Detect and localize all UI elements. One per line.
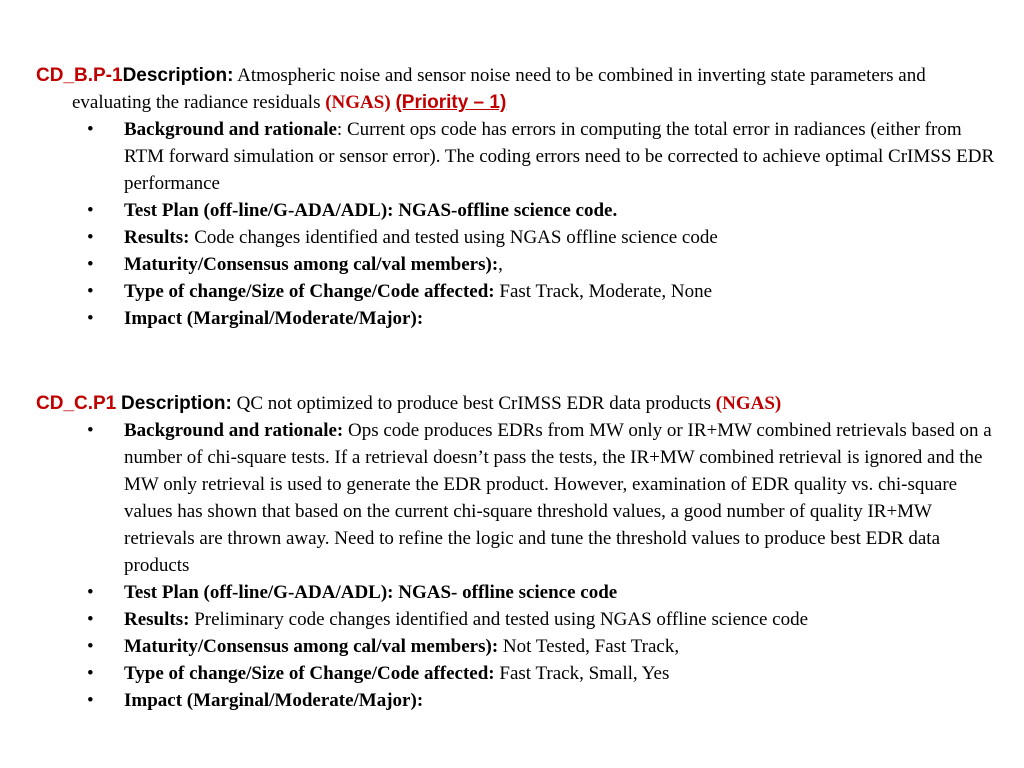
bullet-text: Fast Track, Small, Yes (494, 663, 670, 684)
bullet-label: Type of change/Size of Change/Code affected: (124, 281, 495, 302)
item-code: CD_B.P-1 (36, 65, 123, 86)
bullet-impact (36, 305, 1006, 332)
item-code: CD_C.P1 (36, 393, 117, 414)
bullet-text: Not Tested, Fast Track, (498, 636, 680, 657)
bullet-text: Code changes identified and tested using NGAS offline science code (189, 227, 718, 248)
bullet-icon: • (87, 663, 94, 684)
bullet-maturity (36, 251, 1006, 278)
ngas-tag: (NGAS) (325, 92, 391, 113)
bullet-test-plan (36, 579, 1006, 606)
bullet-list (36, 417, 1006, 714)
bullet-icon: • (87, 200, 94, 221)
item-cd-c-p1 (36, 390, 1006, 714)
bullet-icon: • (87, 609, 94, 630)
bullet-text: : Current ops code has errors in computing the total error in radiances (either from RTM forward simulation or sensor error). The coding errors need to be corrected to achieve optimal CrIMSS EDR performance (124, 119, 995, 194)
description-label: Description: (121, 393, 232, 414)
bullet-icon: • (87, 227, 94, 248)
bullet-results (36, 224, 1006, 251)
item-cd-b-p1 (36, 62, 1006, 332)
priority-tag: (Priority – 1) (395, 92, 507, 113)
bullet-maturity (36, 633, 1006, 660)
bullet-label: Type of change/Size of Change/Code affected: (124, 663, 495, 684)
bullet-label: Maturity/Consensus among cal/val members): (124, 254, 499, 275)
bullet-icon: • (87, 254, 94, 275)
bullet-icon: • (87, 636, 94, 657)
bullet-label: Background and rationale (124, 119, 337, 140)
bullet-list (36, 116, 1006, 332)
bullet-text: Preliminary code changes identified and tested using NGAS offline science code (189, 609, 809, 630)
bullet-label: Background and rationale: (124, 420, 344, 441)
bullet-type-of-change (36, 660, 1006, 687)
bullet-text: Ops code produces EDRs from MW only or IR+MW combined retrievals based on a number of chi-square tests. If a retrieval doesn’t pass the tests, the IR+MW combined retrieval is ignored and the MW only retrieval is used to generate the EDR product. However, examination of EDR quality vs. chi-square values has shown that based on the current chi-square threshold values, a good number of quality IR+MW retrievals are thrown away. Need to refine the logic and tune the threshold values to produce best EDR data products (124, 420, 992, 576)
bullet-label: Test Plan (off-line/G-ADA/ADL): NGAS-offline science code. (124, 200, 618, 221)
ngas-tag: (NGAS) (715, 393, 782, 414)
bullet-type-of-change (36, 278, 1006, 305)
bullet-label: Impact (Marginal/Moderate/Major): (124, 308, 424, 329)
bullet-icon: • (87, 690, 94, 711)
bullet-icon: • (87, 582, 94, 603)
bullet-results (36, 606, 1006, 633)
bullet-test-plan (36, 197, 1006, 224)
bullet-background (36, 417, 1006, 579)
bullet-text: Fast Track, Moderate, None (494, 281, 713, 302)
description-text: Atmospheric noise and sensor noise need to be combined in inverting state parameters and evaluating the radiance residuals (72, 65, 926, 113)
bullet-icon: • (87, 119, 94, 140)
item-heading (36, 390, 1006, 417)
bullet-icon: • (87, 281, 94, 302)
bullet-background (36, 116, 1006, 197)
description-text: QC not optimized to produce best CrIMSS EDR data products (231, 393, 716, 414)
description-label: Description: (122, 65, 234, 86)
bullet-impact (36, 687, 1006, 714)
bullet-icon: • (87, 420, 94, 441)
bullet-label: Results: (124, 609, 190, 630)
bullet-label: Test Plan (off-line/G-ADA/ADL): NGAS- offline science code (124, 582, 618, 603)
bullet-label: Maturity/Consensus among cal/val members): (124, 636, 499, 657)
bullet-icon: • (87, 308, 94, 329)
item-heading (36, 62, 1006, 116)
bullet-label: Impact (Marginal/Moderate/Major): (124, 690, 424, 711)
bullet-label: Results: (124, 227, 190, 248)
bullet-text: , (498, 254, 503, 275)
